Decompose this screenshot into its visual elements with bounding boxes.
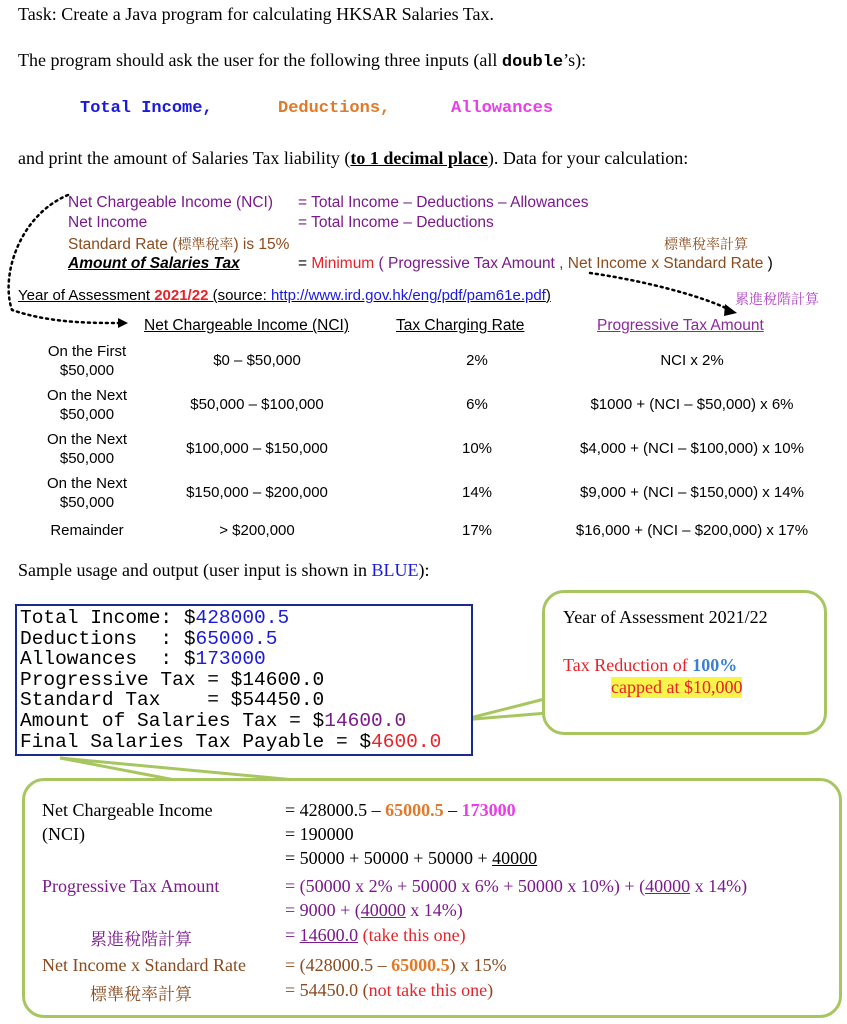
calc-nci-abbrev: (NCI) <box>42 824 85 844</box>
rate-cell: 17% <box>461 522 493 539</box>
table-row <box>22 521 842 565</box>
amount-cell: $4,000 + (NCI – $100,000) x 10% <box>580 440 804 457</box>
table-row <box>22 342 842 386</box>
net-income-standard-term: Net Income x Standard Rate <box>567 255 764 272</box>
rate-cell: 6% <box>466 396 488 413</box>
calc-line-3: = 50000 + 50000 + 50000 + 40000 <box>285 848 538 868</box>
progressive-tax-term: Progressive Tax Amount <box>388 255 555 272</box>
print-before: and print the amount of Salaries Tax liability ( <box>18 148 351 168</box>
range-cell: $50,000 – $100,000 <box>190 396 324 413</box>
calc-prog-line-1: = (50000 x 2% + 50000 x 6% + 50000 x 10%) + (40000 x 14%) <box>285 876 748 896</box>
source-link[interactable]: http://www.ird.gov.hk/eng/pdf/pam61e.pdf <box>270 287 546 304</box>
input-allowances: Allowances <box>451 99 554 118</box>
calc-ni-cjk: 標準稅率計算 <box>90 985 192 1004</box>
calc-ni-line-1: = (428000.5 – 65000.5) x 15% <box>285 955 507 975</box>
year-value: 2021/22 <box>154 287 209 304</box>
print-line <box>18 148 688 169</box>
calc-prog-line-2: = 9000 + (40000 x 14%) <box>285 900 463 920</box>
standard-rate-line <box>68 234 289 254</box>
sample-before: Sample usage and output (user input is shown in <box>18 560 372 580</box>
calc-prog-line-3: = 14600.0 (take this one) <box>285 925 466 945</box>
intro-after: ’s): <box>563 50 587 70</box>
intro-before: The program should ask the user for the following three inputs (all <box>18 50 502 70</box>
console-line: Final Salaries Tax Payable = $4600.0 <box>20 730 442 753</box>
range-cell: $0 – $50,000 <box>213 352 301 369</box>
rate-cell: 10% <box>461 440 493 457</box>
sample-after: ): <box>418 560 430 580</box>
amount-label: Amount of Salaries Tax <box>68 255 240 272</box>
table-row <box>22 474 842 518</box>
table-row <box>22 430 842 474</box>
amount-cell: $1000 + (NCI – $50,000) x 6% <box>590 396 794 413</box>
net-income-equation: = Total Income – Deductions <box>298 214 494 231</box>
minimum-word: Minimum <box>311 255 375 272</box>
sample-line <box>18 560 429 581</box>
bubble-reduction: Tax Reduction of 100% <box>563 655 738 675</box>
calc-line-2: = 190000 <box>285 824 354 844</box>
print-emphasis: to 1 decimal place <box>350 148 488 168</box>
std-label: Standard Rate ( <box>68 236 178 253</box>
open-paren: ( <box>374 255 389 272</box>
calc-prog-cjk: 累進稅階計算 <box>90 930 192 949</box>
rate-cell: 14% <box>461 484 493 501</box>
input-deductions: Deductions, <box>278 99 391 118</box>
close-paren: ) <box>763 255 773 272</box>
sample-blue: BLUE <box>371 560 419 580</box>
reduction-percent: 100% <box>692 655 738 675</box>
print-after: ). Data for your calculation: <box>487 148 689 168</box>
bubble-year: Year of Assessment 2021/22 <box>563 607 768 627</box>
header-progressive: Progressive Tax Amount <box>597 317 764 334</box>
nci-label: Net Chargeable Income (NCI) <box>68 194 274 211</box>
amount-cell: NCI x 2% <box>660 352 724 369</box>
console-line: Amount of Salaries Tax = $14600.0 <box>20 709 407 732</box>
task-heading: Task: Create a Java program for calculating HKSAR Salaries Tax. <box>18 4 494 24</box>
year-of-assessment <box>18 287 551 304</box>
console-line: Allowances : $173000 <box>20 648 266 671</box>
console-line: Deductions : $65000.5 <box>20 627 278 650</box>
calc-nci-label: Net Chargeable Income <box>42 800 213 820</box>
console-line: Standard Tax = $54450.0 <box>20 689 325 712</box>
bubble-capped: capped at $10,000 <box>611 677 743 697</box>
console-line: Total Income: $428000.5 <box>20 607 290 629</box>
comma: , <box>554 255 568 272</box>
range-cell: > $200,000 <box>219 522 295 539</box>
band-cell: On the Next $50,000 <box>46 475 128 511</box>
source-suffix: ) <box>545 287 551 304</box>
input-total-income: Total Income, <box>80 99 213 118</box>
std-cjk: 標準稅率 <box>177 236 234 252</box>
nci-equation: = Total Income – Deductions – Allowances <box>298 194 589 211</box>
year-prefix: Year of Assessment <box>18 287 155 304</box>
calc-line-1: = 428000.5 – 65000.5 – 173000 <box>285 800 516 820</box>
band-cell: On the Next $50,000 <box>46 431 128 467</box>
console-line: Progressive Tax = $14600.0 <box>20 668 325 691</box>
calc-net-income-label: Net Income x Standard Rate <box>42 955 246 975</box>
band-cell: On the First $50,000 <box>47 343 127 379</box>
intro-line <box>18 50 586 72</box>
amount-cell: $9,000 + (NCI – $150,000) x 14% <box>580 484 804 501</box>
calc-ni-line-2: = 54450.0 (not take this one) <box>285 980 494 1000</box>
standard-rate-note: 標準稅率計算 <box>664 236 748 252</box>
header-nci: Net Chargeable Income (NCI) <box>144 317 350 334</box>
calc-progressive-label: Progressive Tax Amount <box>42 876 220 896</box>
progressive-note: 累進稅階計算 <box>735 291 819 307</box>
source-prefix: (source: <box>208 287 271 304</box>
amount-line <box>68 255 240 273</box>
net-income-label: Net Income <box>68 214 148 231</box>
intro-code: double <box>501 53 564 72</box>
header-rate: Tax Charging Rate <box>396 317 525 334</box>
band-cell: On the Next $50,000 <box>46 387 128 423</box>
amount-cell: $16,000 + (NCI – $200,000) x 17% <box>575 522 809 539</box>
band-cell: Remainder <box>50 522 124 539</box>
rate-cell: 2% <box>466 352 488 369</box>
console-output <box>15 604 473 756</box>
range-cell: $100,000 – $150,000 <box>186 440 328 457</box>
tax-reduction-bubble <box>542 590 827 735</box>
table-row <box>22 386 842 430</box>
std-rest: ) is 15% <box>233 236 290 253</box>
range-cell: $150,000 – $200,000 <box>186 484 328 501</box>
amount-formula <box>298 255 773 273</box>
amount-eq: = <box>298 255 312 272</box>
